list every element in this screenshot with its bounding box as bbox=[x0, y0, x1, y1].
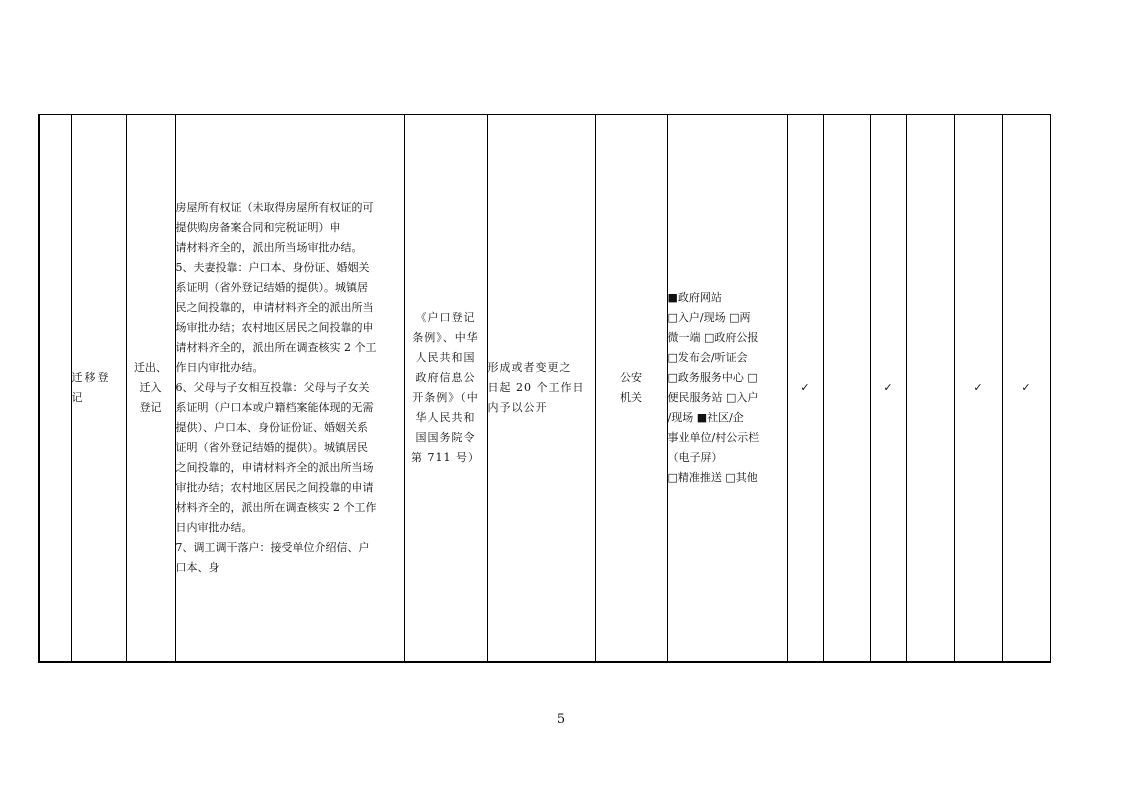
materials-line: 7、调工调干落户：接受单位介绍信、户 bbox=[175, 540, 370, 554]
check-cell-1: ✓ bbox=[787, 115, 823, 662]
channel-line: 便民服务站 □入户 bbox=[667, 390, 759, 404]
legal-basis-cell bbox=[404, 115, 487, 662]
materials-line: 6、父母与子女相互投靠：父母与子女关 bbox=[175, 380, 370, 394]
materials-line: 日内审批办结。 bbox=[175, 520, 253, 534]
category-cell bbox=[71, 115, 126, 662]
timeline-line: 内予以公开 bbox=[487, 400, 548, 414]
materials-line: 审批办结；农村地区居民之间投靠的申请 bbox=[175, 480, 374, 494]
materials-line: 材料齐全的，派出所在调查核实 2 个工作 bbox=[175, 500, 377, 514]
check-cell-2 bbox=[823, 115, 870, 662]
subcategory-line: 迁入 bbox=[139, 380, 162, 394]
disclosure-table bbox=[38, 114, 1051, 663]
basis-line: 条例》、中华 bbox=[412, 330, 479, 344]
channel-line: 事业单位/村公示栏 bbox=[667, 430, 760, 444]
index-cell bbox=[39, 115, 71, 662]
materials-line: 请材料齐全的，派出所在调查核实 2 个工 bbox=[175, 340, 377, 354]
channel-line: □发布会/听证会 bbox=[667, 350, 748, 364]
basis-line: 政府信息公 bbox=[415, 370, 476, 384]
materials-line: 口本、身 bbox=[175, 560, 220, 574]
channel-line: /现场 ■社区/企 bbox=[667, 410, 744, 424]
materials-line: 提供）、户口本、身份证份证、婚姻关系 bbox=[175, 420, 368, 434]
check-cell-6: ✓ bbox=[1002, 115, 1050, 662]
materials-line: 证明（省外登记结婚的提供）。城镇居民 bbox=[175, 440, 368, 454]
materials-line: 5、夫妻投靠：户口本、身份证、婚姻关 bbox=[175, 260, 370, 274]
materials-line: 房屋所有权证（未取得房屋所有权证的可 bbox=[175, 200, 374, 214]
subcategory-cell bbox=[126, 115, 175, 662]
materials-line: 请材料齐全的，派出所当场审批办结。 bbox=[175, 240, 363, 254]
subject-line: 机关 bbox=[620, 390, 642, 404]
category-line: 记 bbox=[71, 390, 85, 404]
materials-line: 系证明（省外登记结婚的提供）。城镇居 bbox=[175, 280, 368, 294]
basis-line: 国国务院令 bbox=[415, 430, 476, 444]
check-cell-5: ✓ bbox=[954, 115, 1002, 662]
timeline-line: 日起 20 个工作日 bbox=[487, 380, 585, 394]
page-number: 5 bbox=[556, 712, 566, 727]
materials-line: 场审批办结；农村地区居民之间投靠的申 bbox=[175, 320, 374, 334]
channel-line: □政务服务中心 □ bbox=[667, 370, 758, 384]
check-cell-3: ✓ bbox=[870, 115, 906, 662]
subcategory-line: 登记 bbox=[139, 400, 162, 414]
basis-line: 第 711 号） bbox=[411, 450, 480, 464]
channel-line: 微一端 □政府公报 bbox=[667, 330, 759, 344]
category-line: 迁移登 bbox=[71, 370, 111, 384]
channel-line: ■政府网站 bbox=[667, 290, 722, 304]
channel-line: □入户/现场 □两 bbox=[667, 310, 751, 324]
channels-cell bbox=[667, 115, 787, 662]
channel-line: （电子屏） bbox=[667, 450, 723, 464]
timeline-line: 形成或者变更之 bbox=[487, 360, 572, 374]
subject-cell bbox=[595, 115, 667, 662]
materials-line: 提供购房备案合同和完税证明）申 bbox=[175, 220, 341, 234]
subject-line: 公安 bbox=[620, 370, 642, 384]
subcategory-line: 迁出、 bbox=[134, 360, 167, 374]
check-cell-4 bbox=[906, 115, 954, 662]
basis-line: 开条例》（中 bbox=[412, 390, 479, 404]
basis-line: 华人民共和 bbox=[415, 410, 476, 424]
materials-line: 作日内审批办结。 bbox=[175, 360, 264, 374]
table-row bbox=[39, 115, 1050, 662]
channel-line: □精准推送 □其他 bbox=[667, 470, 758, 484]
timeline-cell bbox=[487, 115, 595, 662]
basis-line: 《户口登记 bbox=[415, 310, 476, 324]
materials-line: 系证明（户口本或户籍档案能体现的无需 bbox=[175, 400, 374, 414]
materials-line: 民之间投靠的，申请材料齐全的派出所当 bbox=[175, 300, 374, 314]
materials-cell bbox=[175, 115, 404, 662]
materials-line: 之间投靠的，申请材料齐全的派出所当场 bbox=[175, 460, 374, 474]
basis-line: 人民共和国 bbox=[415, 350, 476, 364]
